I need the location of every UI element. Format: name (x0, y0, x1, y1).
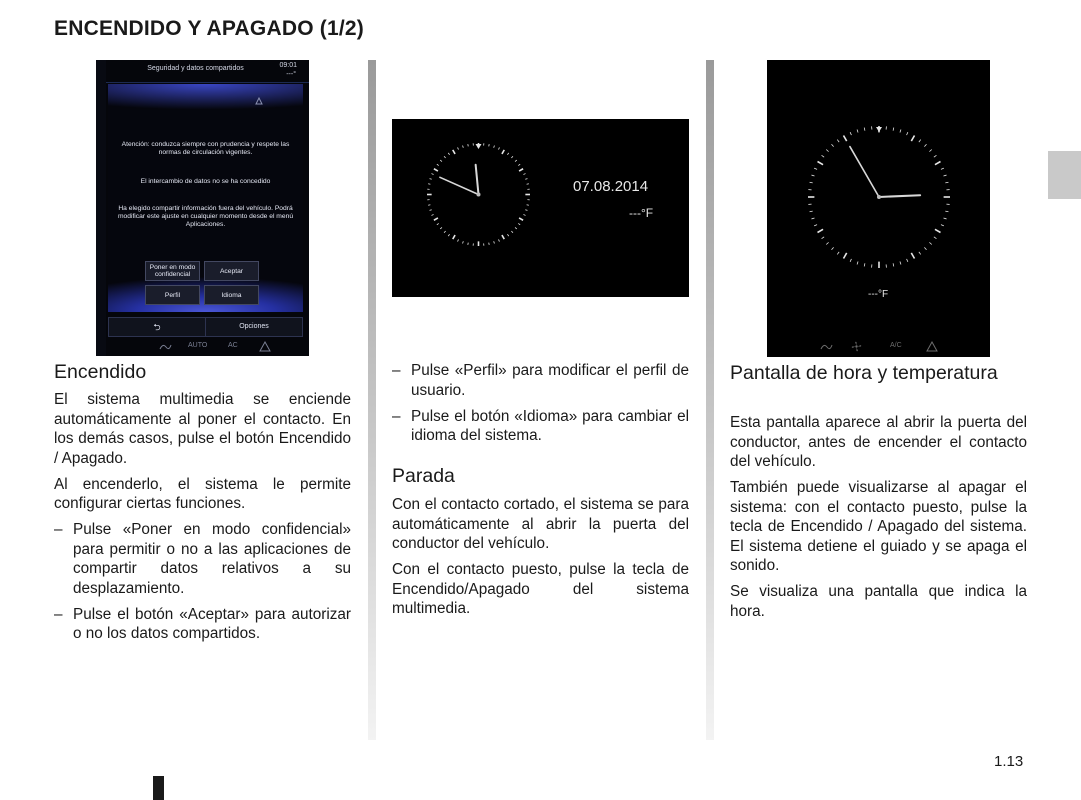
accept-button[interactable]: Aceptar (204, 261, 259, 281)
clock-minute-tick (814, 225, 817, 226)
clock-hour-tick (818, 229, 824, 232)
clock-hour-tick (935, 162, 941, 165)
defrost-icon (926, 341, 938, 352)
options-button[interactable]: Opciones (239, 323, 269, 330)
clock-minute-tick (437, 164, 439, 165)
multimedia-screen-data-sharing (96, 60, 309, 356)
clock-hour-tick (453, 235, 455, 239)
clock-minute-tick (523, 174, 525, 175)
clock-hour-tick (911, 136, 914, 142)
clock-minute-tick (494, 146, 495, 148)
clock-minute-tick (458, 239, 459, 241)
clock-minute-tick (810, 211, 813, 212)
clock-minute-tick (837, 140, 839, 143)
chapter-tab (1048, 151, 1081, 199)
date-display: 07.08.2014 (573, 178, 649, 195)
screen-body (108, 84, 303, 312)
clock-hour-tick (818, 162, 824, 165)
clock-minute-tick (494, 241, 495, 243)
clock-hour-tick (434, 169, 438, 171)
clock-minute-tick (444, 156, 446, 158)
clock-minute-tick (929, 242, 931, 244)
screen-side-bar (96, 60, 106, 356)
list-item: – Pulse «Perfil» para modificar el perfil de usuario. (392, 362, 689, 399)
clock-minute-tick (934, 155, 937, 157)
paragraph: Se visualiza una pantalla que indica la hora. (730, 583, 1027, 620)
clock-minute-tick (831, 247, 833, 249)
clock-minute-tick (499, 147, 500, 149)
clock-hour-tick (844, 253, 847, 259)
climate-ac-label: AC (228, 342, 238, 349)
screen-header (106, 60, 309, 83)
section-heading-encendido: Encendido (54, 361, 147, 383)
clock-minute-tick (924, 144, 926, 146)
clock-minute-tick (864, 128, 865, 131)
column-separator (706, 60, 714, 740)
clock-minute-tick (945, 182, 948, 183)
profile-button[interactable]: Perfil (145, 285, 200, 305)
clock-minute-tick (523, 215, 525, 216)
clock-hour-tick (911, 253, 914, 259)
clock-minute-tick (943, 175, 946, 176)
language-button[interactable]: Idioma (204, 285, 259, 305)
seat-heating-icon (819, 341, 833, 351)
clock-minute-tick (525, 210, 527, 211)
column-3-text (730, 413, 1027, 628)
signal-icon (254, 96, 264, 106)
clock-minute-tick (864, 263, 865, 266)
paragraph: También puede visualizarse al apagar el sistema: con el contacto puesto, pulse la tecla de Encendido / Apagado del sistema. El sistema detiene el guiado y se apaga el sonido. (730, 479, 1027, 574)
back-arrow-icon[interactable]: ⮌ (109, 318, 206, 336)
climate-ac-label: A/C (890, 342, 902, 349)
page-title: ENCENDIDO Y APAGADO (1/2) (54, 17, 364, 40)
clock-minute-tick (907, 132, 908, 135)
seat-heating-icon (158, 341, 172, 351)
defrost-icon (259, 341, 271, 352)
clock-minute-tick (814, 168, 817, 169)
clock-hour-tick (434, 218, 438, 220)
clock-minute-tick (448, 234, 449, 236)
clock-minute-tick (525, 179, 527, 180)
clock-minute-tick (463, 241, 464, 243)
clock-minute-tick (900, 261, 901, 264)
clock-minute-tick (515, 227, 517, 229)
clock-screen-landscape (392, 119, 689, 297)
clock-minute-tick (919, 140, 921, 143)
clock-minute-tick (507, 234, 508, 236)
clock-minute-tick (518, 223, 520, 224)
screen-header-title: Seguridad y datos compartidos (147, 65, 244, 72)
paragraph: El sistema multimedia se enciende automáticamente al poner el contacto. En los demás casos, pulse el botón Encendido / Apagado. (54, 391, 351, 467)
clock-minute-tick (893, 128, 894, 131)
clock-minute-tick (811, 175, 814, 176)
column-2-text (392, 495, 689, 625)
clock-minute-tick (437, 223, 439, 224)
temperature-display: ---°F (629, 206, 654, 220)
climate-status-bar (767, 341, 990, 353)
clock-minute-tick (893, 263, 894, 266)
clock-hour-tick (935, 229, 941, 232)
clock-minute-tick (499, 239, 500, 241)
screen-clock: 09:01 (279, 62, 297, 69)
clock-minute-tick (458, 147, 459, 149)
clock-minute-tick (943, 218, 946, 219)
list-item: – Pulse «Poner en modo confidencial» para permitir o no a las aplicaciones de compartir datos relativos a su desplazamiento. (54, 521, 351, 597)
list-dash: – (392, 362, 401, 379)
clock-minute-tick (810, 182, 813, 183)
clock-twelve-marker (476, 144, 482, 149)
clock-hour-tick (502, 150, 504, 154)
clock-minute-tick (826, 242, 828, 244)
clock-minute-tick (945, 211, 948, 212)
clock-minute-tick (507, 153, 508, 155)
clock-minute-tick (934, 237, 937, 239)
clock-minute-tick (431, 174, 433, 175)
clock-minute-tick (448, 153, 449, 155)
clock-minute-tick (811, 218, 814, 219)
page-number: 1.13 (994, 753, 1024, 770)
clock-screen-portrait (767, 60, 990, 357)
clock-minute-tick (822, 237, 825, 239)
clock-center-pin (477, 193, 481, 197)
clock-minute-tick (831, 144, 833, 146)
clock-minute-hand (440, 177, 479, 194)
clock-minute-tick (924, 247, 926, 249)
temperature-display: ---°F (868, 289, 889, 300)
sharing-status-message: El intercambio de datos no se ha concedido (140, 178, 271, 185)
clock-minute-hand (850, 147, 879, 197)
sharing-info-message: Ha elegido compartir información fuera del vehículo. Podrá modificar este ajuste en cualquier momento desde el menú Aplicaciones. (117, 205, 294, 228)
section-heading-parada: Parada (392, 465, 455, 487)
clock-hour-hand (476, 165, 479, 195)
clock-minute-tick (826, 149, 828, 151)
clock-hour-hand (879, 195, 920, 197)
confidential-mode-button[interactable]: Poner en modo confidencial (145, 261, 200, 281)
clock-minute-tick (444, 231, 446, 233)
column-1-text (54, 390, 351, 650)
list-item: – Pulse el botón «Idioma» para cambiar el idioma del sistema. (392, 407, 689, 444)
clock-minute-tick (900, 129, 901, 132)
clock-minute-tick (430, 179, 432, 180)
clock-hour-tick (519, 218, 523, 220)
clock-minute-tick (850, 132, 851, 135)
clock-minute-tick (857, 261, 858, 264)
clock-hour-tick (502, 235, 504, 239)
clock-minute-tick (511, 231, 513, 233)
paragraph: Esta pantalla aparece al abrir la puerta del conductor, antes de encender el contacto del vehículo. (730, 414, 1027, 470)
clock-minute-tick (850, 259, 851, 262)
list-dash: – (54, 605, 63, 623)
clock-minute-tick (919, 252, 921, 255)
clock-minute-tick (431, 215, 433, 216)
paragraph: Con el contacto cortado, el sistema se para automáticamente al abrir la puerta del conductor del vehículo. (392, 496, 689, 552)
analog-clock (806, 124, 952, 270)
section-heading-pantalla: Pantalla de hora y temperatura (730, 362, 998, 384)
clock-minute-tick (857, 129, 858, 132)
column-2-list (392, 361, 689, 452)
clock-minute-tick (430, 210, 432, 211)
list-item: – Pulse el botón «Aceptar» para autorizar o no los datos compartidos. (54, 605, 351, 642)
caution-message: Atención: conduzca siempre con prudencia y respete las normas de circulación vigentes. (121, 141, 290, 156)
clock-minute-tick (907, 259, 908, 262)
clock-minute-tick (440, 227, 442, 229)
analog-clock (425, 141, 532, 248)
clock-center-pin (877, 195, 881, 199)
list-dash: – (392, 407, 401, 425)
paragraph: Con el contacto puesto, pulse la tecla de Encendido/Apagado del sistema multimedia. (392, 561, 689, 617)
column-separator (368, 60, 376, 740)
clock-minute-tick (929, 149, 931, 151)
fan-icon (851, 341, 862, 352)
clock-minute-tick (463, 146, 464, 148)
screen-temperature: ---° (286, 71, 296, 78)
paragraph: Al encenderlo, el sistema le permite configurar ciertas funciones. (54, 475, 351, 512)
list-dash: – (54, 521, 63, 538)
clock-minute-tick (822, 155, 825, 157)
clock-minute-tick (440, 160, 442, 162)
clock-hour-tick (844, 136, 847, 142)
clock-minute-tick (515, 160, 517, 162)
clock-twelve-marker (876, 127, 882, 132)
clock-hour-tick (519, 169, 523, 171)
clock-hour-tick (453, 150, 455, 154)
clock-minute-tick (837, 252, 839, 255)
screen-bottom-bar (108, 317, 303, 337)
clock-minute-tick (511, 156, 513, 158)
clock-minute-tick (941, 168, 944, 169)
clock-minute-tick (941, 225, 944, 226)
climate-status-bar (108, 340, 303, 354)
print-mark (153, 776, 164, 800)
climate-auto-label: AUTO (188, 342, 208, 349)
clock-minute-tick (518, 164, 520, 165)
